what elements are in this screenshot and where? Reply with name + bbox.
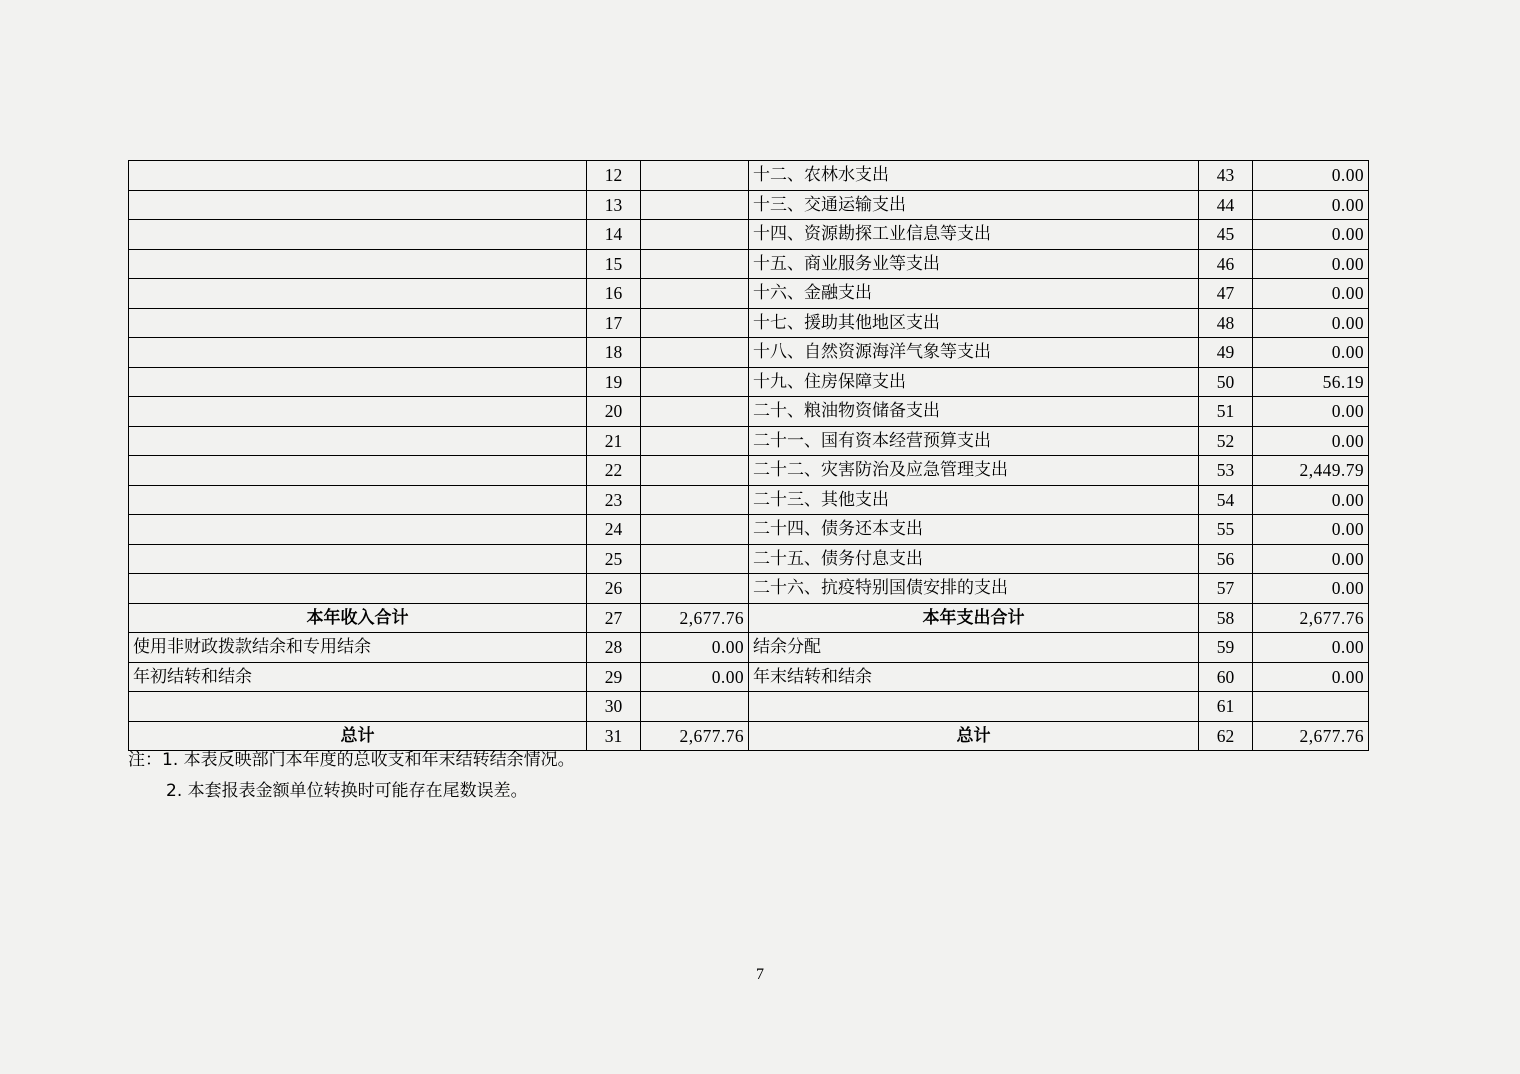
row-left-label: 总计 — [129, 721, 587, 751]
row-left-number: 19 — [587, 367, 641, 397]
row-right-amount: 0.00 — [1253, 397, 1369, 427]
row-right-label: 二十二、灾害防治及应急管理支出 — [749, 456, 1199, 486]
row-left-amount: 0.00 — [641, 662, 749, 692]
row-left-amount: 2,677.76 — [641, 721, 749, 751]
row-left-number: 29 — [587, 662, 641, 692]
row-right-label: 总计 — [749, 721, 1199, 751]
row-left-label: 年初结转和结余 — [129, 662, 587, 692]
table-row — [129, 692, 1369, 722]
table-row — [129, 308, 1369, 338]
budget-table-body — [129, 161, 1369, 751]
table-row — [129, 515, 1369, 545]
row-left-number: 12 — [587, 161, 641, 191]
row-right-label: 十六、金融支出 — [749, 279, 1199, 309]
row-right-label: 十四、资源勘探工业信息等支出 — [749, 220, 1199, 250]
row-right-label: 年末结转和结余 — [749, 662, 1199, 692]
table-row — [129, 574, 1369, 604]
row-right-number: 48 — [1199, 308, 1253, 338]
row-left-amount — [641, 161, 749, 191]
row-right-label: 十五、商业服务业等支出 — [749, 249, 1199, 279]
row-left-label — [129, 692, 587, 722]
row-right-label: 二十、粮油物资储备支出 — [749, 397, 1199, 427]
row-right-amount: 0.00 — [1253, 190, 1369, 220]
row-left-number: 26 — [587, 574, 641, 604]
row-right-number: 44 — [1199, 190, 1253, 220]
row-left-label — [129, 308, 587, 338]
row-right-amount: 0.00 — [1253, 338, 1369, 368]
row-left-label — [129, 515, 587, 545]
row-right-amount: 0.00 — [1253, 633, 1369, 663]
table-row — [129, 603, 1369, 633]
row-left-label: 本年收入合计 — [129, 603, 587, 633]
row-right-amount: 0.00 — [1253, 515, 1369, 545]
row-left-number: 20 — [587, 397, 641, 427]
row-left-number: 18 — [587, 338, 641, 368]
row-right-label: 十三、交通运输支出 — [749, 190, 1199, 220]
row-right-amount: 0.00 — [1253, 279, 1369, 309]
row-left-amount — [641, 190, 749, 220]
table-row — [129, 633, 1369, 663]
row-left-number: 27 — [587, 603, 641, 633]
row-left-number: 22 — [587, 456, 641, 486]
row-right-number: 43 — [1199, 161, 1253, 191]
row-right-label: 十七、援助其他地区支出 — [749, 308, 1199, 338]
row-right-number: 55 — [1199, 515, 1253, 545]
row-right-number: 60 — [1199, 662, 1253, 692]
row-left-amount — [641, 515, 749, 545]
row-left-number: 28 — [587, 633, 641, 663]
row-right-amount: 2,449.79 — [1253, 456, 1369, 486]
row-left-number: 25 — [587, 544, 641, 574]
row-right-label — [749, 692, 1199, 722]
row-right-number: 62 — [1199, 721, 1253, 751]
row-right-amount: 0.00 — [1253, 485, 1369, 515]
row-right-number: 51 — [1199, 397, 1253, 427]
row-left-number: 17 — [587, 308, 641, 338]
row-right-label: 本年支出合计 — [749, 603, 1199, 633]
row-right-number: 52 — [1199, 426, 1253, 456]
row-left-amount: 2,677.76 — [641, 603, 749, 633]
row-right-number: 47 — [1199, 279, 1253, 309]
table-row — [129, 662, 1369, 692]
budget-table — [128, 160, 1369, 751]
table-row — [129, 367, 1369, 397]
row-left-number: 31 — [587, 721, 641, 751]
row-right-label: 结余分配 — [749, 633, 1199, 663]
table-row — [129, 279, 1369, 309]
table-row — [129, 161, 1369, 191]
row-left-amount — [641, 426, 749, 456]
row-right-number: 58 — [1199, 603, 1253, 633]
row-left-number: 21 — [587, 426, 641, 456]
row-right-amount: 2,677.76 — [1253, 721, 1369, 751]
row-left-number: 13 — [587, 190, 641, 220]
row-right-amount: 0.00 — [1253, 544, 1369, 574]
row-right-amount: 2,677.76 — [1253, 603, 1369, 633]
note-line-2: 2. 本套报表金额单位转换时可能存在尾数误差。 — [166, 781, 528, 801]
row-right-amount: 0.00 — [1253, 662, 1369, 692]
row-right-number: 57 — [1199, 574, 1253, 604]
row-right-amount: 0.00 — [1253, 161, 1369, 191]
row-left-amount — [641, 397, 749, 427]
row-left-label — [129, 161, 587, 191]
row-left-amount — [641, 279, 749, 309]
row-left-label — [129, 426, 587, 456]
table-row — [129, 220, 1369, 250]
row-left-label — [129, 249, 587, 279]
row-right-number: 59 — [1199, 633, 1253, 663]
table-row — [129, 426, 1369, 456]
row-left-amount — [641, 308, 749, 338]
row-left-label — [129, 338, 587, 368]
row-right-number: 54 — [1199, 485, 1253, 515]
row-right-number: 56 — [1199, 544, 1253, 574]
row-left-label — [129, 279, 587, 309]
row-left-label — [129, 367, 587, 397]
row-left-number: 23 — [587, 485, 641, 515]
row-left-amount — [641, 456, 749, 486]
row-right-label: 二十六、抗疫特别国债安排的支出 — [749, 574, 1199, 604]
row-right-label: 二十三、其他支出 — [749, 485, 1199, 515]
row-left-label — [129, 485, 587, 515]
note-line-1: 注：1. 本表反映部门本年度的总收支和年末结转结余情况。 — [128, 750, 575, 770]
row-right-number: 49 — [1199, 338, 1253, 368]
row-left-label — [129, 190, 587, 220]
row-left-amount — [641, 574, 749, 604]
row-right-number: 46 — [1199, 249, 1253, 279]
table-row — [129, 190, 1369, 220]
row-left-amount — [641, 249, 749, 279]
table-row — [129, 338, 1369, 368]
row-left-label — [129, 544, 587, 574]
row-left-label — [129, 220, 587, 250]
row-left-label — [129, 456, 587, 486]
row-left-number: 14 — [587, 220, 641, 250]
table-notes — [128, 745, 575, 807]
row-right-number: 61 — [1199, 692, 1253, 722]
row-right-label: 二十四、债务还本支出 — [749, 515, 1199, 545]
budget-table-container — [128, 160, 1368, 751]
row-left-amount — [641, 220, 749, 250]
row-right-amount — [1253, 692, 1369, 722]
row-left-number: 15 — [587, 249, 641, 279]
row-right-number: 50 — [1199, 367, 1253, 397]
row-right-number: 45 — [1199, 220, 1253, 250]
row-right-amount: 0.00 — [1253, 220, 1369, 250]
row-left-number: 16 — [587, 279, 641, 309]
row-left-number: 30 — [587, 692, 641, 722]
row-left-label — [129, 574, 587, 604]
table-row — [129, 249, 1369, 279]
row-right-amount: 0.00 — [1253, 249, 1369, 279]
table-row — [129, 485, 1369, 515]
table-row — [129, 397, 1369, 427]
row-right-label: 十九、住房保障支出 — [749, 367, 1199, 397]
row-left-amount — [641, 338, 749, 368]
row-left-label — [129, 397, 587, 427]
row-right-label: 二十一、国有资本经营预算支出 — [749, 426, 1199, 456]
row-right-amount: 0.00 — [1253, 426, 1369, 456]
row-right-amount: 0.00 — [1253, 308, 1369, 338]
row-left-label: 使用非财政拨款结余和专用结余 — [129, 633, 587, 663]
row-left-amount: 0.00 — [641, 633, 749, 663]
table-row — [129, 456, 1369, 486]
row-right-label: 十二、农林水支出 — [749, 161, 1199, 191]
table-row — [129, 544, 1369, 574]
row-left-amount — [641, 692, 749, 722]
row-left-amount — [641, 367, 749, 397]
row-left-number: 24 — [587, 515, 641, 545]
row-right-label: 十八、自然资源海洋气象等支出 — [749, 338, 1199, 368]
row-right-amount: 56.19 — [1253, 367, 1369, 397]
row-right-number: 53 — [1199, 456, 1253, 486]
row-right-amount: 0.00 — [1253, 574, 1369, 604]
row-right-label: 二十五、债务付息支出 — [749, 544, 1199, 574]
row-left-amount — [641, 544, 749, 574]
row-left-amount — [641, 485, 749, 515]
page-number: 7 — [756, 966, 764, 983]
